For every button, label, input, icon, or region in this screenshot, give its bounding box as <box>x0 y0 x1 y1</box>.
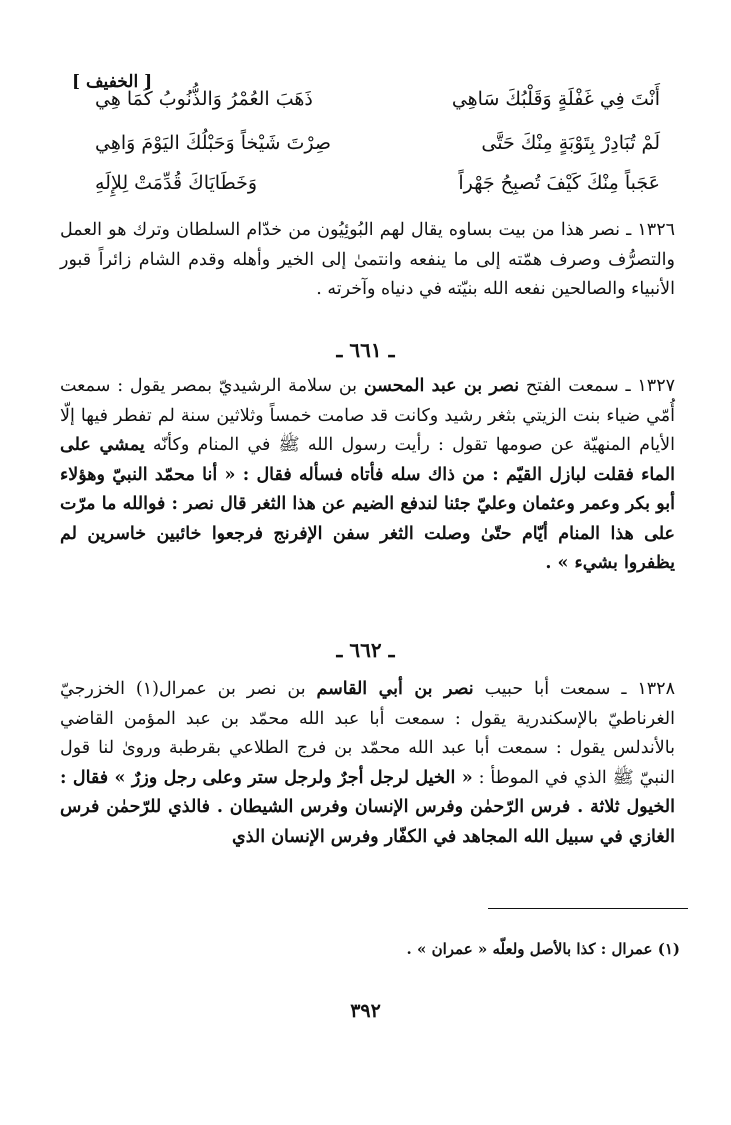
paragraph-text: ١٣٢٦ ـ نصر هذا من بيت بساوه يقال لهم البُوئِيُون من خدّام السلطان وترك هو العمل والتصرُّف وصرف همّته إلى ما ينفعه وانتمىٰ إلى الخير وأهله وقدم الشام زائراً قبور الأنبياء والصالحين نفعه الله بنيّته في دنياه وآخرته . <box>60 220 675 299</box>
footnote-separator <box>488 908 688 909</box>
paragraph-body: بن نصر بن عمرال(١) الخزرجيّ الغرناطيّ بالإسكندرية يقول : سمعت أبا عبد الله محمّد بن عبد المؤمن القاضي بالأندلس يقول : سمعت أبا عبد الله محمّد بن فرج الطلاعي بقرطبة وروىٰ لنا قول النبيّ ﷺ الذي في الموطأ : <box>60 679 675 788</box>
paragraph-1328 <box>60 675 675 852</box>
verse-first-hemistich: أَنْتَ فِي غَفْلَةٍ وَقَلْبُكَ سَاهِي <box>451 88 660 110</box>
paragraph-1327 <box>60 372 675 579</box>
poetic-meter-label: [ الخفيف ] <box>72 72 153 92</box>
verse-line <box>95 88 660 120</box>
verse-line <box>95 172 660 204</box>
verse-first-hemistich: لَمْ تُبَادِرْ بِتَوْبَةٍ مِنْكَ حَتَّى <box>481 132 660 154</box>
page-number: ٣٩٢ <box>350 1000 381 1022</box>
narrator-name: نصر بن أبي القاسم <box>316 679 474 699</box>
entry-number-662: ـ ٦٦٢ ـ <box>336 638 395 662</box>
footnote: (١) عمرال : كذا بالأصل ولعلّه « عمران » . <box>406 940 680 958</box>
paragraph-intro: ١٣٢٨ ـ سمعت أبا حبيب <box>473 679 675 699</box>
paragraph-intro: ١٣٢٧ ـ سمعت الفتح <box>519 376 675 396</box>
narrator-name: نصر بن عبد المحسن <box>363 376 520 396</box>
verse-first-hemistich: عَجَباً مِنْكَ كَيْفَ تُصبِحُ جَهْراً <box>458 172 660 194</box>
paragraph-bold-body: يمشي على الماء فقلت لبازل القيّم : من ذاك سله فأتاه فسأله فقال : « أنا محمّد النبيّ وهؤلاء أبو بكر وعمر وعثمان وعليّ جئنا لندفع الضيم عن هذا الثغر قال نصر : فوالله ما مرّت على هذا المنام أيّام حتّىٰ وصلت الثغر سفن الإفرنج فرجعوا خائبين خاسرين لم يظفروا بشيء » . <box>60 435 675 573</box>
paragraph-bold-body: « الخيل لرجل أجرٌ ولرجل ستر وعلى رجل وزرٌ » فقال : الخيول ثلاثة . فرس الرّحمٰن وفرس الإنسان وفرس الشيطان . فالذي للرّحمٰن فرس الغازي في سبيل الله المجاهد في الكفّار وفرس الإنسان الذي <box>60 767 675 847</box>
verse-line <box>95 132 660 164</box>
paragraph-1326 <box>60 216 675 305</box>
paragraph-body: بن سلامة الرشيديّ بمصر يقول : سمعت أُمّي ضياء بنت الزيتي بثغر رشيد وكانت قد صامت خمساً وثلاثين سنة لم تفطر فيها إلّا الأيام المنهيّة عن صومها تقول : رأيت رسول الله ﷺ في المنام وكأنّه <box>60 376 675 455</box>
verse-second-hemistich: صِرْتَ شَيْخاً وَحَبْلُكَ اليَوْمَ وَاهِي <box>95 132 332 154</box>
entry-number-661: ـ ٦٦١ ـ <box>336 338 395 362</box>
verse-second-hemistich: وَخَطَايَاكَ قُدِّمَتْ لِلإِلَهِ <box>95 172 258 194</box>
verse-second-hemistich: ذَهَبَ العُمْرُ وَالذُّنُوبُ كَمَا هِي <box>95 88 313 110</box>
